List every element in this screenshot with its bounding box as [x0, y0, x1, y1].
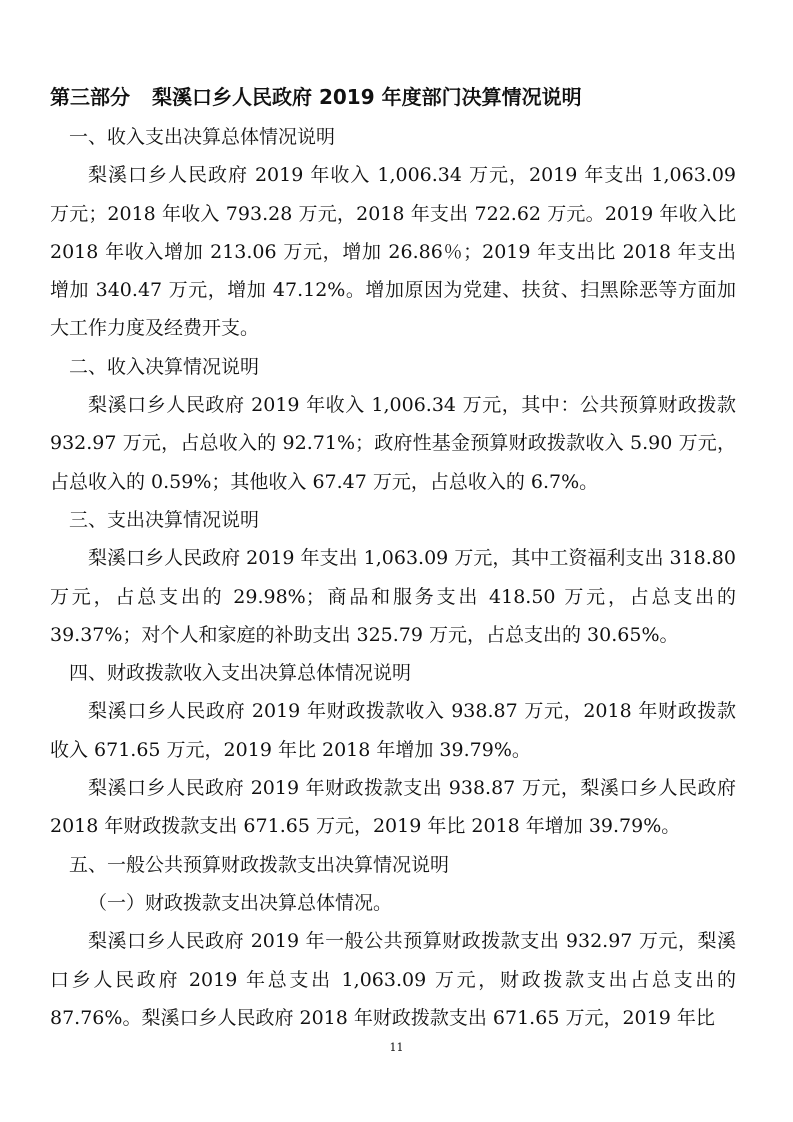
paragraph-3: 梨溪口乡人民政府 2019 年支出 1,063.09 万元，其中工资福利支出 318.80 万元，占总支出的 29.98%；商品和服务支出 418.50 万元，占总支出的 39.37%；对个人和家庭的补助支出 325.79 万元，占总支出的 30.65%。	[50, 547, 736, 646]
section-title-3: 三、支出决算情况说明	[69, 508, 260, 531]
section-title-4: 四、财政拨款收入支出决算总体情况说明	[69, 662, 412, 685]
paragraph-4a: 梨溪口乡人民政府 2019 年财政拨款收入 938.87 万元，2018 年财政拨款收入 671.65 万元，2019 年比 2018 年增加 39.79%。	[50, 700, 736, 761]
section-title-1: 一、收入支出决算总体情况说明	[69, 126, 336, 148]
subsection-title-5-1: （一）财政拨款支出决算总体情况。	[88, 891, 393, 914]
page-number: 11	[389, 1041, 404, 1054]
paragraph-1: 梨溪口乡人民政府 2019 年收入 1,006.34 万元，2019 年支出 1,063.09 万元；2018 年收入 793.28 万元，2018 年支出 722.62 万元。2019 年收入比 2018 年收入增加 213.06 万元，增加 26.86％；2019 年支出比 2018 年支出增加 340.47 万元，增加 47.12%。增加原因为党建、扶贫、扫黑除恶等方面加大工作力度及经费开支。	[50, 164, 736, 340]
section-heading	[50, 80, 582, 114]
paragraph-5: 梨溪口乡人民政府 2019 年一般公共预算财政拨款支出 932.97 万元，梨溪口乡人民政府 2019 年总支出 1,063.09 万元，财政拨款支出占总支出的 87.76%。梨溪口乡人民政府 2018 年财政拨款支出 671.65 万元，2019 年比	[50, 930, 736, 1029]
section-title-2: 二、收入决算情况说明	[69, 355, 260, 378]
heading-part: 第三部分	[50, 85, 130, 109]
heading-title: 梨溪口乡人民政府 2019 年度部门决算情况说明	[152, 85, 582, 109]
section-title-5: 五、一般公共预算财政拨款支出决算情况说明	[69, 853, 450, 876]
paragraph-2: 梨溪口乡人民政府 2019 年收入 1,006.34 万元，其中：公共预算财政拨款 932.97 万元，占总收入的 92.71%；政府性基金预算财政拨款收入 5.90 万元，占总收入的 0.59%；其他收入 67.47 万元，占总收入的 6.7%。	[50, 394, 736, 493]
paragraph-4b: 梨溪口乡人民政府 2019 年财政拨款支出 938.87 万元，梨溪口乡人民政府 2018 年财政拨款支出 671.65 万元，2019 年比 2018 年增加 39.79%。	[50, 777, 736, 838]
document-body	[50, 118, 736, 1037]
